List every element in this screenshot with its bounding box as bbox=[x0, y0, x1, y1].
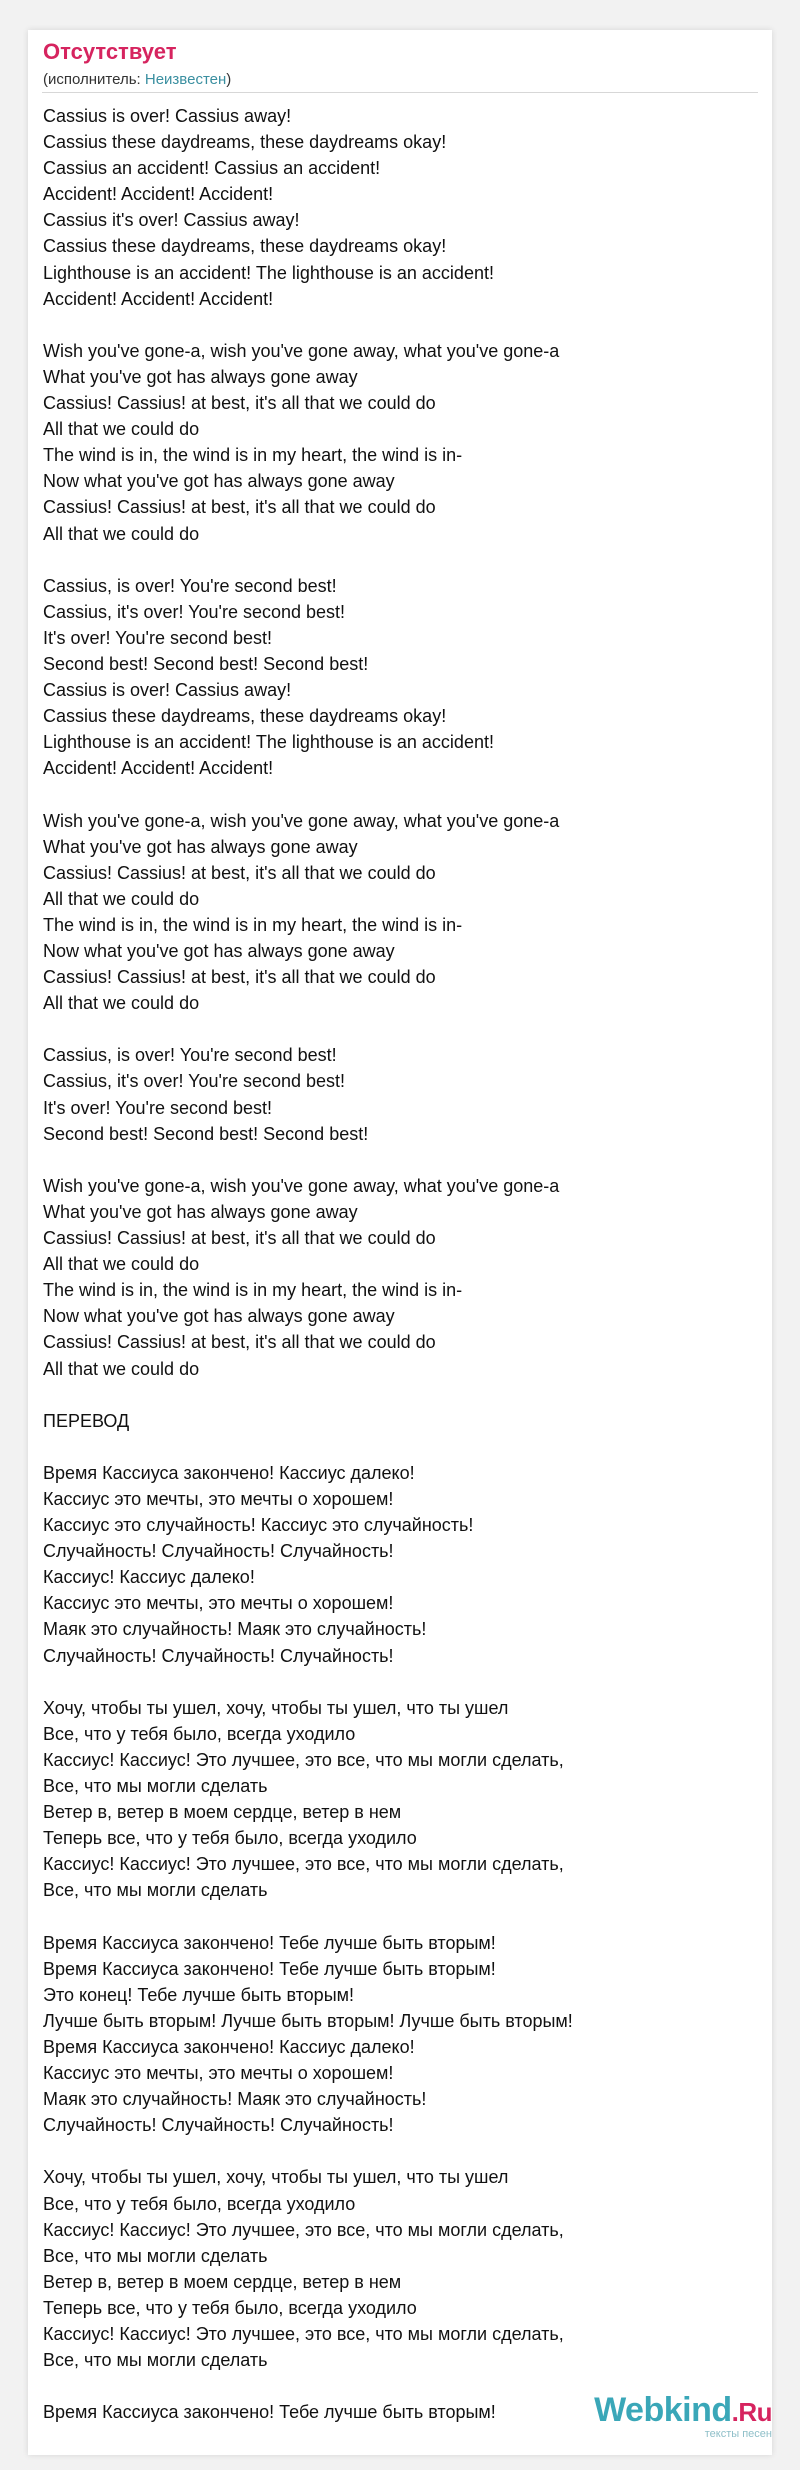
lyric-line: Cassius! Cassius! at best, it's all that we could do bbox=[43, 393, 436, 414]
lyric-line: Кассиус это мечты, это мечты о хорошем! bbox=[43, 1488, 394, 1509]
lyric-line: Accident! Accident! Accident! bbox=[43, 184, 274, 205]
stanza-gap bbox=[43, 1382, 763, 1408]
lyric-line: Second best! Second best! Second best! bbox=[43, 653, 369, 674]
lyric-line: Случайность! Случайность! Случайность! bbox=[43, 1541, 394, 1562]
lyric-line: Все, что мы могли сделать bbox=[43, 2245, 268, 2266]
artist-link[interactable]: Неизвестен bbox=[144, 71, 227, 88]
lyric-line: It's over! You're second best! bbox=[43, 1097, 273, 1118]
lyric-line: Это конец! Тебе лучше быть вторым! bbox=[43, 1984, 355, 2005]
artist-prefix: (исполнитель: bbox=[43, 71, 145, 88]
lyric-line: Время Кассиуса закончено! Тебе лучше быть вторым! bbox=[43, 2402, 496, 2423]
lyric-line: Кассиус! Кассиус! Это лучшее, это все, что мы могли сделать, bbox=[43, 2323, 564, 2344]
lyric-line: Accident! Accident! Accident! bbox=[43, 288, 274, 309]
lyric-line: Cassius, it's over! You're second best! bbox=[43, 1071, 346, 1092]
lyric-line: Кассиус! Кассиус! Это лучшее, это все, что мы могли сделать, bbox=[43, 1749, 564, 1770]
lyric-line: Cassius! Cassius! at best, it's all that we could do bbox=[43, 497, 436, 518]
lyric-line: Время Кассиуса закончено! Кассиус далеко! bbox=[43, 1462, 415, 1483]
lyric-line: Ветер в, ветер в моем сердце, ветер в нем bbox=[43, 1802, 402, 1823]
lyric-line: Кассиус! Кассиус! Это лучшее, это все, что мы могли сделать, bbox=[43, 2219, 564, 2240]
lyric-line: The wind is in, the wind is in my heart, the wind is in- bbox=[43, 914, 463, 935]
stanza-gap bbox=[43, 1669, 763, 1695]
stanza-gap bbox=[43, 312, 763, 338]
lyric-line: Хочу, чтобы ты ушел, хочу, чтобы ты ушел, что ты ушел bbox=[43, 2167, 509, 2188]
stanza-gap bbox=[43, 547, 763, 573]
lyric-line: All that we could do bbox=[43, 1358, 200, 1379]
lyric-line: Случайность! Случайность! Случайность! bbox=[43, 2115, 394, 2136]
header-divider bbox=[42, 92, 758, 93]
stanza-gap bbox=[43, 1903, 763, 1929]
lyric-line: Все, что мы могли сделать bbox=[43, 1880, 268, 1901]
logo-name: Webkind bbox=[594, 2391, 732, 2429]
lyrics-body bbox=[43, 103, 763, 2425]
lyric-line: ПЕРЕВОД bbox=[43, 1410, 130, 1431]
logo-tagline: тексты песен bbox=[704, 2428, 772, 2440]
lyric-line: Lighthouse is an accident! The lighthouse is an accident! bbox=[43, 732, 494, 753]
lyric-line: Cassius is over! Cassius away! bbox=[43, 106, 292, 126]
artist-line bbox=[43, 70, 763, 90]
lyric-line: Now what you've got has always gone away bbox=[43, 941, 395, 961]
lyric-line: Cassius these daydreams, these daydreams okay! bbox=[43, 236, 447, 257]
lyric-line: Now what you've got has always gone away bbox=[43, 1306, 395, 1327]
lyric-line: Лучше быть вторым! Лучше быть вторым! Лучше быть вторым! bbox=[43, 2010, 573, 2031]
lyric-line: Cassius, is over! You're second best! bbox=[43, 575, 337, 596]
lyric-line: All that we could do bbox=[43, 523, 200, 544]
lyric-line: Теперь все, что у тебя было, всегда уходило bbox=[43, 2297, 417, 2318]
lyric-line: Время Кассиуса закончено! Тебе лучше быть вторым! bbox=[43, 1932, 496, 1953]
lyric-line: Кассиус это мечты, это мечты о хорошем! bbox=[43, 2063, 394, 2084]
lyric-line: It's over! You're second best! bbox=[43, 627, 273, 648]
lyric-line: Хочу, чтобы ты ушел, хочу, чтобы ты ушел, что ты ушел bbox=[43, 1697, 509, 1718]
lyric-line: Маяк это случайность! Маяк это случайность! bbox=[43, 2089, 427, 2110]
lyric-line: Кассиус! Кассиус далеко! bbox=[43, 1567, 255, 1588]
lyric-line: Кассиус! Кассиус! Это лучшее, это все, что мы могли сделать, bbox=[43, 1854, 564, 1875]
lyric-line: Все, что мы могли сделать bbox=[43, 1776, 268, 1796]
lyric-line: Время Кассиуса закончено! Тебе лучше быть вторым! bbox=[43, 1958, 496, 1979]
stanza-gap bbox=[43, 1147, 763, 1173]
lyric-line: The wind is in, the wind is in my heart, the wind is in- bbox=[43, 1280, 463, 1301]
logo-wordmark bbox=[594, 2392, 772, 2430]
lyric-line: Кассиус это мечты, это мечты о хорошем! bbox=[43, 1593, 394, 1614]
lyric-line: Cassius! Cassius! at best, it's all that we could do bbox=[43, 1228, 436, 1249]
lyric-line: Маяк это случайность! Маяк это случайность! bbox=[43, 1619, 427, 1640]
lyric-line: Cassius is over! Cassius away! bbox=[43, 680, 292, 701]
lyric-line: The wind is in, the wind is in my heart, the wind is in- bbox=[43, 445, 463, 466]
lyric-line: Now what you've got has always gone away bbox=[43, 471, 395, 492]
stanza-gap bbox=[43, 1016, 763, 1042]
lyric-line: Ветер в, ветер в моем сердце, ветер в нем bbox=[43, 2271, 402, 2292]
lyric-line: Cassius, is over! You're second best! bbox=[43, 1045, 337, 1066]
lyric-line: Cassius! Cassius! at best, it's all that we could do bbox=[43, 967, 436, 988]
stanza-gap bbox=[43, 2138, 763, 2164]
lyric-line: Wish you've gone-a, wish you've gone away, what you've gone-a bbox=[43, 1175, 560, 1196]
site-logo[interactable] bbox=[594, 2392, 772, 2440]
lyric-line: All that we could do bbox=[43, 993, 200, 1014]
lyric-line: All that we could do bbox=[43, 419, 200, 440]
lyric-line: What you've got has always gone away bbox=[43, 366, 358, 387]
song-header bbox=[43, 36, 763, 90]
lyric-line: Кассиус это случайность! Кассиус это случайность! bbox=[43, 1515, 474, 1536]
lyric-line: What you've got has always gone away bbox=[43, 1201, 358, 1222]
lyric-line: Теперь все, что у тебя было, всегда уходило bbox=[43, 1828, 417, 1849]
lyric-line: All that we could do bbox=[43, 1254, 200, 1275]
lyric-line: Cassius! Cassius! at best, it's all that we could do bbox=[43, 1332, 436, 1353]
lyric-line: Cassius an accident! Cassius an accident! bbox=[43, 158, 381, 179]
lyric-line: Wish you've gone-a, wish you've gone away, what you've gone-a bbox=[43, 810, 560, 831]
stanza-gap bbox=[43, 1434, 763, 1460]
song-title: Отсутствует bbox=[43, 39, 177, 64]
lyric-line: Cassius these daydreams, these daydreams okay! bbox=[43, 132, 447, 153]
lyric-line: Second best! Second best! Second best! bbox=[43, 1123, 369, 1144]
lyric-line: Все, что у тебя было, всегда уходило bbox=[43, 2193, 356, 2214]
lyric-line: Accident! Accident! Accident! bbox=[43, 758, 274, 779]
lyric-line: Случайность! Случайность! Случайность! bbox=[43, 1645, 394, 1666]
logo-tld: .Ru bbox=[731, 2397, 772, 2427]
lyric-line: What you've got has always gone away bbox=[43, 836, 358, 857]
lyric-line: Wish you've gone-a, wish you've gone away, what you've gone-a bbox=[43, 340, 560, 361]
lyric-line: Lighthouse is an accident! The lighthouse is an accident! bbox=[43, 262, 494, 283]
lyric-line: Cassius it's over! Cassius away! bbox=[43, 210, 300, 231]
artist-suffix: ) bbox=[226, 71, 232, 88]
lyric-line: Все, что у тебя было, всегда уходило bbox=[43, 1723, 356, 1744]
lyric-line: Время Кассиуса закончено! Кассиус далеко! bbox=[43, 2036, 415, 2057]
lyric-line: Cassius, it's over! You're second best! bbox=[43, 601, 346, 622]
lyric-line: Cassius these daydreams, these daydreams okay! bbox=[43, 706, 447, 727]
stanza-gap bbox=[43, 781, 763, 807]
lyric-line: Cassius! Cassius! at best, it's all that we could do bbox=[43, 862, 436, 883]
lyric-line: Все, что мы могли сделать bbox=[43, 2350, 268, 2371]
lyric-line: All that we could do bbox=[43, 888, 200, 909]
